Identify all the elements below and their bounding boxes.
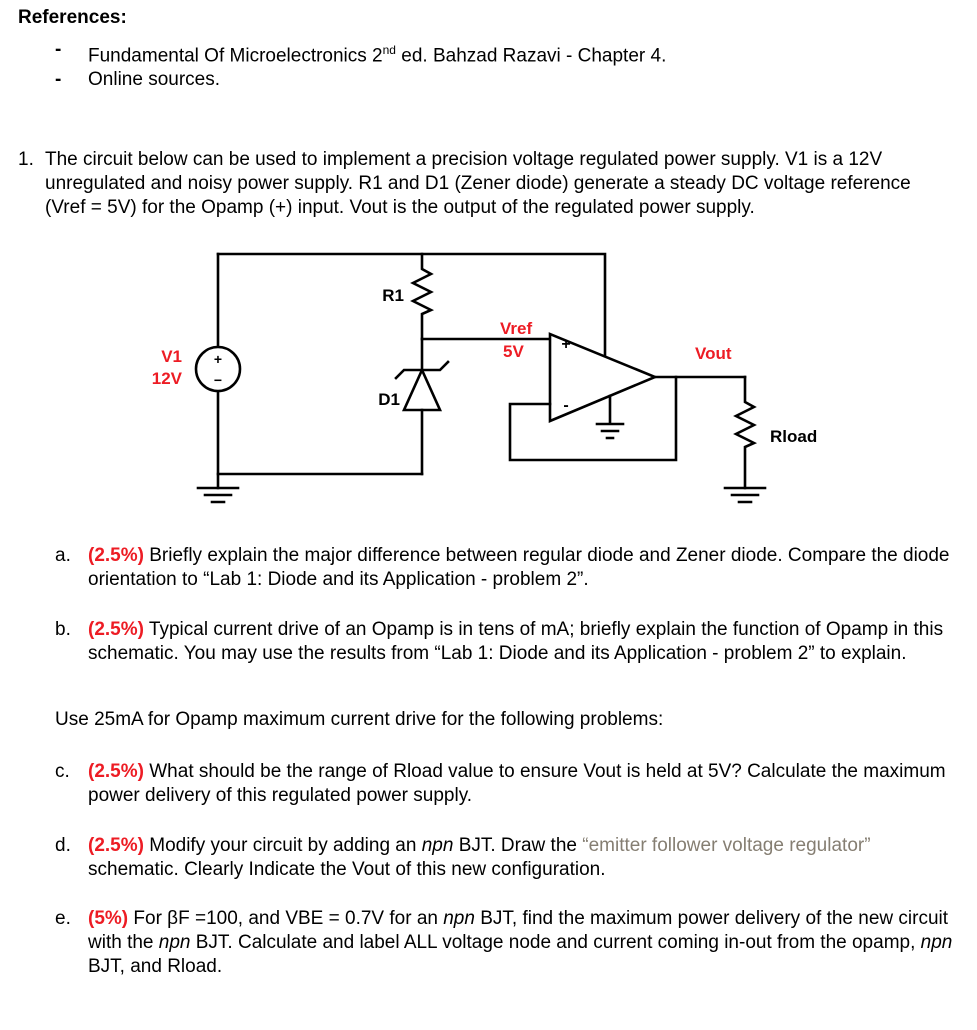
problem-number: 1. [18, 149, 34, 171]
question-text: (2.5%) What should be the range of Rload value to ensure Vout is held at 5V? Calculate the maximum power delivery of this regulated power supply. [88, 761, 946, 807]
bullet-dash: - [55, 69, 62, 91]
ground-left-icon [198, 488, 238, 502]
question-text: (5%) For βF =100, and VBE = 0.7V for an npn BJT, find the maximum power delivery of the new circuit with the npn BJT. Calculate and label ALL voltage node and current coming in-out from the opamp, npn BJT, and Rload. [88, 908, 953, 978]
question-e [55, 907, 977, 979]
reference-text: Fundamental Of Microelectronics 2nd ed. Bahzad Razavi - Chapter 4. [88, 43, 667, 67]
vref-value-label: 5V [503, 342, 524, 362]
vout-label: Vout [695, 344, 732, 364]
question-label: e. [55, 908, 71, 930]
question-c [55, 760, 977, 808]
resistor-r1 [413, 254, 431, 339]
question-d [55, 834, 977, 882]
v1-value-label: 12V [151, 369, 182, 389]
wire-top-rail [218, 254, 605, 356]
zener-d1-triangle [404, 370, 440, 410]
question-a [55, 544, 977, 592]
references-heading: References: [18, 7, 127, 28]
question-label: a. [55, 545, 71, 567]
v1-label: V1 [161, 347, 182, 367]
question-b [55, 618, 977, 666]
source-minus-sign: − [213, 372, 223, 389]
reference-item [55, 68, 977, 92]
source-plus-sign: + [213, 351, 223, 368]
rload-label: Rload [770, 427, 818, 447]
reference-text: Online sources. [88, 69, 221, 91]
interlude-note: Use 25mA for Opamp maximum current drive for the following problems: [55, 709, 664, 731]
references-list [0, 38, 977, 92]
opamp-plus-sign: + [561, 336, 571, 354]
resistor-rload [736, 377, 754, 488]
question-label: c. [55, 761, 70, 783]
ground-opamp-icon [597, 396, 623, 438]
problem-intro: The circuit below can be used to implement a precision voltage regulated power supply. V1 is a 12V unregulated and noisy power supply. R1 and D1 (Zener diode) generate a steady DC voltage reference (Vref = 5V) for the Opamp (+) input. Vout is the output of the regulated power supply. [45, 149, 911, 219]
problem-1 [18, 148, 977, 220]
reference-item [55, 38, 977, 68]
document-page [0, 6, 977, 1030]
r1-label: R1 [382, 286, 404, 306]
question-label: d. [55, 835, 71, 857]
question-text: (2.5%) Briefly explain the major difference between regular diode and Zener diode. Compare the diode orientation to “Lab 1: Diode and its Application - problem 2”. [88, 545, 950, 591]
opamp-minus-sign: - [563, 397, 569, 415]
bullet-dash: - [55, 39, 62, 60]
vref-label: Vref [500, 319, 533, 339]
question-label: b. [55, 619, 71, 641]
question-text: (2.5%) Typical current drive of an Opamp is in tens of mA; briefly explain the function of Opamp in this schematic. You may use the results from “Lab 1: Diode and its Application - problem 2” to explain. [88, 619, 944, 665]
circuit-diagram [0, 242, 977, 516]
question-text: (2.5%) Modify your circuit by adding an npn BJT. Draw the “emitter follower voltage regulator” schematic. Clearly Indicate the Vout of this new configuration. [88, 835, 871, 881]
d1-label: D1 [378, 390, 400, 410]
ground-rload-icon [725, 488, 765, 502]
